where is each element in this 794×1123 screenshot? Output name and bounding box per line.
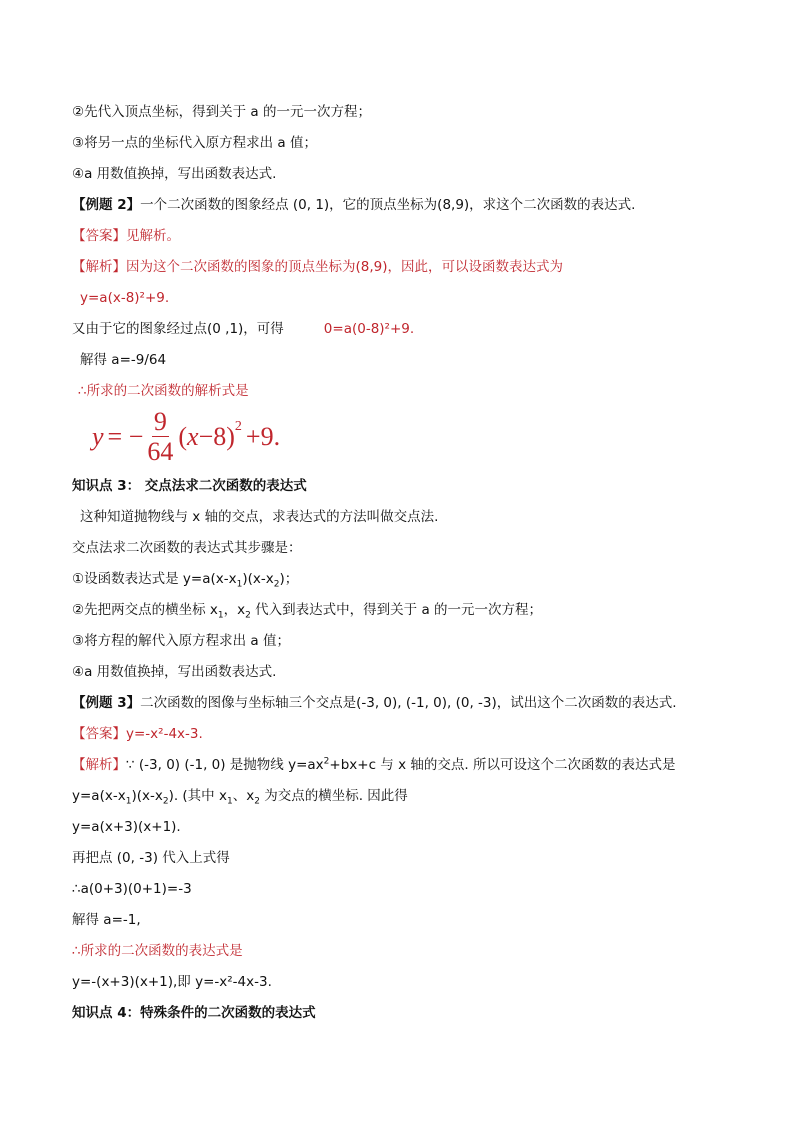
final-formula: y = − $\frac{9}{64}$ ( x −8) $^2$ +9. (92, 406, 281, 466)
example-3-question (72, 694, 677, 712)
pass-through-equation: 0=a(0-8)²+9. (323, 321, 415, 337)
answer-3-tag: 【答案】 (72, 726, 126, 742)
example-2-answer (72, 227, 180, 245)
l2-e: 为交点的横坐标. 因此得 (259, 788, 408, 804)
l2-sub4: 2 (254, 796, 260, 807)
pass-through-line (72, 320, 414, 338)
example-3-answer (72, 725, 203, 743)
example-3-line-2 (72, 787, 408, 805)
example-3-line-8: y=-(x+3)(x+1),即 y=-x²-4x-3. (72, 974, 272, 990)
l2-b: )(x-x (131, 788, 163, 804)
formula-equals: = − (107, 422, 144, 451)
kp3-step-1-c: )； (279, 571, 299, 587)
kp3-step-2-b: ，x (223, 602, 246, 618)
kp3-step-2-sub2: 2 (245, 610, 251, 621)
example-3-line-4: 再把点 (0, -3) 代入上式得 (72, 850, 230, 866)
fraction-numerator: 9 (153, 406, 167, 436)
example-3-tag: 【例题 3】 (72, 695, 141, 711)
formula-open-paren: ( (178, 422, 188, 451)
kp3-steps-title: 交点法求二次函数的表达式其步骤是： (72, 540, 302, 556)
kp3-step-2-c: 代入到表达式中，得到关于 a 的一元一次方程； (250, 602, 543, 618)
step-4-text: ④a 用数值换掉，写出函数表达式. (72, 166, 277, 182)
knowledge-point-3-title: 知识点 3： 交点法求二次函数的表达式 (72, 478, 307, 494)
analysis-text: 因为这个二次函数的图象的顶点坐标为(8,9)，因此，可以设函数表达式为 (126, 259, 564, 275)
example-3-line-5: ∴a(0+3)(0+1)=-3 (72, 881, 192, 897)
analysis-3-b: +bx+c 与 x 轴的交点. 所以可设这个二次函数的表达式是 (329, 757, 676, 773)
example-3-line-7: ∴所求的二次函数的表达式是 (72, 943, 243, 959)
step-3-text: ③将另一点的坐标代入原方程求出 a 值； (72, 135, 317, 151)
analysis-3-sup: 2 (323, 756, 330, 767)
kp3-step-1 (72, 570, 298, 588)
example-2-analysis (72, 258, 563, 276)
answer-tag: 【答案】 (72, 228, 126, 244)
analysis-3-tag: 【解析】 (72, 757, 126, 773)
analysis-tag: 【解析】 (72, 259, 126, 275)
kp3-step-1-sub1: 1 (236, 579, 243, 590)
answer-text: 见解析。 (126, 228, 180, 244)
l2-a: y=a(x-x (72, 788, 126, 804)
kp3-step-1-b: )(x-x (242, 571, 274, 587)
l2-d: 、x (232, 788, 255, 804)
formula-fraction (145, 408, 175, 467)
example-3-analysis (72, 756, 675, 774)
example-2-question (72, 196, 635, 214)
example-3-line-6: 解得 a=-1, (72, 912, 141, 928)
solve-line: 解得 a=-9/64 (80, 352, 167, 368)
kp3-step-1-a: ①设函数表达式是 y=a(x-x (72, 571, 237, 587)
fraction-denominator: 64 (147, 436, 174, 466)
l2-sub1: 1 (125, 796, 132, 807)
example-2-text: 一个二次函数的图象经点 (0, 1)，它的顶点坐标为(8,9)，求这个二次函数的表达式. (140, 197, 636, 213)
kp3-step-4: ④a 用数值换掉，写出函数表达式. (72, 664, 277, 680)
step-2-text: ②先代入顶点坐标，得到关于 a 的一元一次方程； (72, 104, 371, 120)
kp3-intro: 这种知道抛物线与 x 轴的交点，求表达式的方法叫做交点法. (80, 509, 439, 525)
kp3-step-2 (72, 601, 542, 619)
example-3-line-3: y=a(x+3)(x+1). (72, 819, 181, 835)
kp3-step-1-sub2: 2 (273, 579, 280, 590)
formula-tail: +9. (245, 422, 281, 451)
formula-y: y (92, 422, 104, 451)
pass-through-text: 又由于它的图象经过点(0 ,1)，可得 (72, 321, 284, 337)
formula-minus-8: −8) (198, 422, 235, 451)
l2-sub2: 2 (162, 796, 169, 807)
kp3-step-3: ③将方程的解代入原方程求出 a 值； (72, 633, 290, 649)
kp3-step-2-a: ②先把两交点的横坐标 x (72, 602, 218, 618)
kp3-step-2-sub1: 1 (217, 610, 224, 621)
knowledge-point-4-title: 知识点 4：特殊条件的二次函数的表达式 (72, 1005, 316, 1021)
vertex-form-equation: y=a(x-8)²+9. (80, 290, 170, 306)
example-3-text: 二次函数的图像与坐标轴三个交点是(-3, 0), (-1, 0), (0, -3)，试出这个二次函数的表达式. (140, 695, 677, 711)
example-2-tag: 【例题 2】 (72, 197, 141, 213)
l2-sub3: 1 (226, 796, 233, 807)
analysis-3-a: ∵ (-3, 0) (-1, 0) 是抛物线 y=ax (126, 757, 324, 773)
answer-3-text: y=-x²-4x-3. (126, 726, 203, 742)
formula-x: x (187, 422, 199, 451)
l2-c: ). (其中 x (168, 788, 227, 804)
conclusion-line: ∴所求的二次函数的解析式是 (78, 383, 249, 399)
